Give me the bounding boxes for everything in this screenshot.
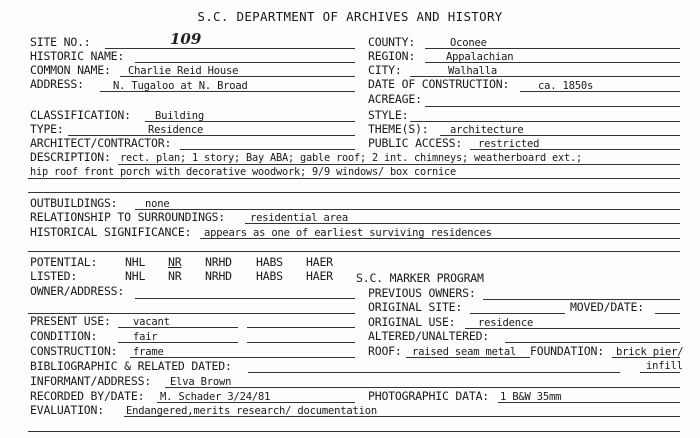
architect-line — [180, 149, 355, 150]
construction-value: frame — [133, 346, 164, 358]
original-use-label: ORIGINAL USE: — [368, 315, 456, 329]
relationship-label: RELATIONSHIP TO SURROUNDINGS: — [30, 210, 225, 224]
informant-label: INFORMANT/ADDRESS: — [30, 374, 152, 388]
original-use-value: residence — [478, 317, 534, 329]
public-access-label: PUBLIC ACCESS: — [368, 136, 463, 150]
recorded-value: M. Schader 3/24/81 — [160, 391, 271, 403]
common-name-value: Charlie Reid House — [128, 65, 239, 77]
listed-nrhd: NRHD — [205, 269, 232, 283]
site-no-line — [105, 48, 355, 49]
acreage-label: ACREAGE: — [368, 92, 422, 106]
potential-habs: HABS — [256, 255, 283, 269]
evaluation-line-2 — [28, 431, 680, 432]
potential-nrhd: NRHD — [205, 255, 232, 269]
bibliographic-line — [248, 372, 620, 373]
county-label: COUNTY: — [368, 35, 416, 49]
present-use-value: vacant — [133, 316, 170, 328]
marker-program-label: S.C. MARKER PROGRAM — [356, 271, 484, 285]
recorded-label: RECORDED BY/DATE: — [30, 389, 145, 403]
photographic-label: PHOTOGRAPHIC DATA: — [368, 389, 490, 403]
site-no-label: SITE NO.: — [30, 35, 91, 49]
potential-nhl: NHL — [125, 255, 146, 269]
city-value: Walhalla — [448, 65, 497, 77]
region-value: Appalachian — [446, 51, 514, 63]
themes-label: THEME(S): — [368, 122, 429, 136]
city-label: CITY: — [368, 63, 402, 77]
historic-name-line — [135, 62, 355, 63]
informant-value: Elva Brown — [170, 376, 232, 388]
evaluation-label: EVALUATION: — [30, 403, 104, 417]
address-label: ADDRESS: — [30, 77, 84, 91]
public-access-value: restricted — [478, 138, 540, 150]
significance-label: HISTORICAL SIGNIFICANCE: — [30, 225, 192, 239]
moved-date-label: MOVED/DATE: — [570, 300, 644, 314]
photographic-value: 1 B&W 35mm — [500, 391, 562, 403]
potential-haer: HAER — [306, 255, 333, 269]
style-label: STYLE: — [368, 108, 409, 122]
relationship-value: residential area — [250, 212, 348, 224]
classification-label: CLASSIFICATION: — [30, 108, 131, 122]
original-site-label: ORIGINAL SITE: — [368, 300, 463, 314]
description-underline-1 — [118, 164, 680, 165]
historic-name-label: HISTORIC NAME: — [30, 49, 125, 63]
condition-value: fair — [133, 331, 158, 343]
foundation-value: brick pier/ — [616, 346, 684, 358]
significance-underline-2 — [28, 251, 680, 252]
architect-label: ARCHITECT/CONTRACTOR: — [30, 136, 172, 150]
county-value: Oconee — [450, 37, 487, 49]
listed-nhl: NHL — [125, 269, 146, 283]
themes-value: architecture — [450, 124, 524, 136]
altered-label: ALTERED/UNALTERED: — [368, 329, 490, 343]
common-name-label: COMMON NAME: — [30, 63, 111, 77]
description-underline-2 — [28, 178, 680, 179]
listed-habs: HABS — [256, 269, 283, 283]
evaluation-value: Endangered,merits research/ documentation — [126, 405, 377, 417]
condition-line-2 — [247, 342, 355, 343]
present-use-label: PRESENT USE: — [30, 314, 111, 328]
type-value: Residence — [148, 124, 204, 136]
owner-label: OWNER/ADDRESS: — [30, 284, 125, 298]
altered-line — [505, 342, 680, 343]
outbuildings-value: none — [145, 198, 170, 210]
description-line-1: rect. plan; 1 story; Bay ABA; gable roof; 2 int. chimneys; weatherboard ext.; — [120, 152, 582, 164]
region-label: REGION: — [368, 49, 416, 63]
construction-line — [130, 357, 355, 358]
present-use-line-2 — [247, 327, 355, 328]
potential-nr: NR — [168, 255, 182, 269]
style-line — [410, 121, 680, 122]
previous-owners-label: PREVIOUS OWNERS: — [368, 286, 476, 300]
foundation-label: FOUNDATION: — [530, 344, 604, 358]
listed-label: LISTED: — [30, 269, 78, 283]
description-line-2: hip roof front porch with decorative woodwork; 9/9 windows/ box cornice — [30, 166, 456, 178]
type-label: TYPE: — [30, 122, 64, 136]
original-site-line — [470, 313, 565, 314]
date-label: DATE OF CONSTRUCTION: — [368, 77, 510, 91]
site-no-value: 109 — [170, 30, 202, 48]
roof-value: raised seam metal — [412, 346, 517, 358]
acreage-line — [425, 106, 680, 107]
description-label: DESCRIPTION: — [30, 150, 111, 164]
date-value: ca. 1850s — [538, 80, 594, 92]
foundation-line-2 — [640, 372, 680, 373]
owner-line — [135, 298, 355, 299]
outbuildings-label: OUTBUILDINGS: — [30, 196, 118, 210]
bibliographic-label: BIBLIOGRAPHIC & RELATED DATED: — [30, 359, 232, 373]
classification-value: Building — [155, 110, 204, 122]
foundation-value-2: infill — [646, 360, 683, 372]
construction-label: CONSTRUCTION: — [30, 344, 118, 358]
moved-date-line — [655, 313, 680, 314]
address-value: N. Tugaloo at N. Broad — [113, 80, 248, 92]
potential-label: POTENTIAL: — [30, 255, 98, 269]
form-title: S.C. DEPARTMENT OF ARCHIVES AND HISTORY — [197, 9, 503, 24]
roof-label: ROOF: — [368, 344, 402, 358]
condition-label: CONDITION: — [30, 329, 98, 343]
listed-nr: NR — [168, 269, 182, 283]
informant-line — [165, 387, 680, 388]
description-underline-3 — [28, 192, 680, 193]
significance-value: appears as one of earliest surviving residences — [204, 227, 492, 239]
listed-haer: HAER — [306, 269, 333, 283]
